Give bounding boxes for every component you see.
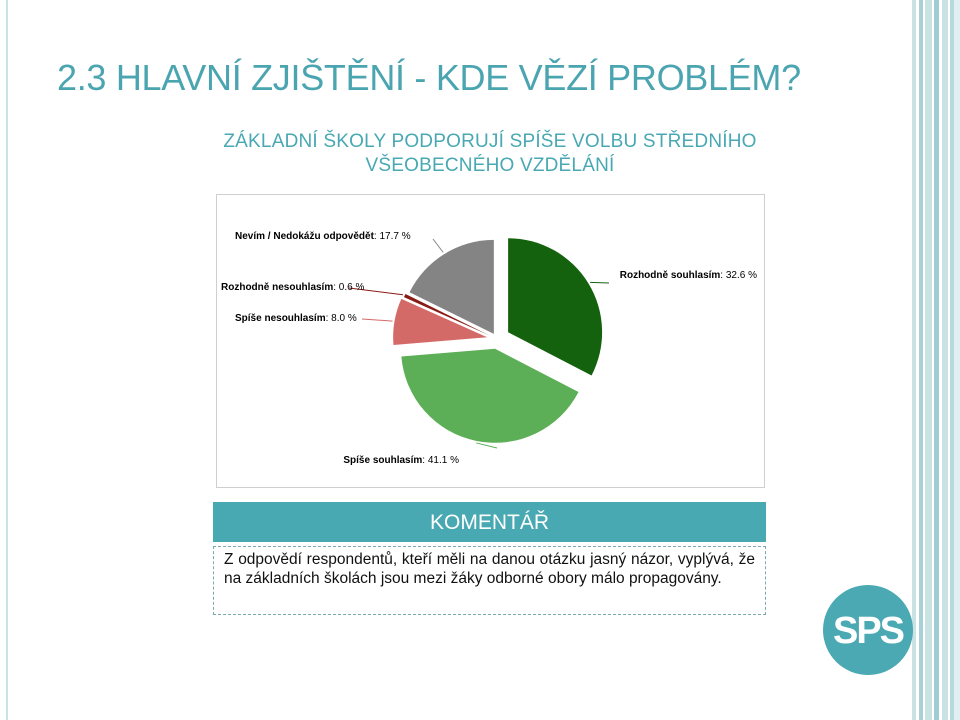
leader-line [433,239,443,252]
slice-label: Rozhodně nesouhlasím: 0.6 % [221,282,365,293]
slice-label: Rozhodně souhlasím: 32.6 % [619,270,757,281]
pie-slice [508,238,602,375]
leader-line [362,319,393,321]
sps-logo [822,584,914,676]
pie-chart-panel [216,194,765,488]
comment-text: Z odpovědí respondentů, kteří měli na danou otázku jasný názor, vyplývá, že na základních školách jsou mezi žáky odborné obory málo propagovány. [213,546,766,615]
chart-subtitle: ZÁKLADNÍ ŠKOLY PODPORUJÍ SPÍŠE VOLBU STŘEDNÍHO VŠEOBECNÉHO VZDĚLÁNÍ [223,131,757,176]
slice-label: Spíše souhlasím: 41.1 % [343,455,459,466]
left-decor-rule [6,0,8,720]
comment-heading: KOMENTÁŘ [213,502,766,542]
slice-label: Spíše nesouhlasím: 8.0 % [235,313,357,324]
pie-chart [217,195,764,487]
leader-line [590,282,609,283]
leader-line [476,443,497,448]
page-title: 2.3 HLAVNÍ ZJIŠTĚNÍ - KDE VĚZÍ PROBLÉM? [57,57,801,98]
pie-slice [401,349,578,443]
slice-label: Nevím / Nedokážu odpovědět: 17.7 % [235,231,411,242]
right-decor-stripes [912,0,960,720]
svg-text:SPS: SPS [832,610,904,652]
